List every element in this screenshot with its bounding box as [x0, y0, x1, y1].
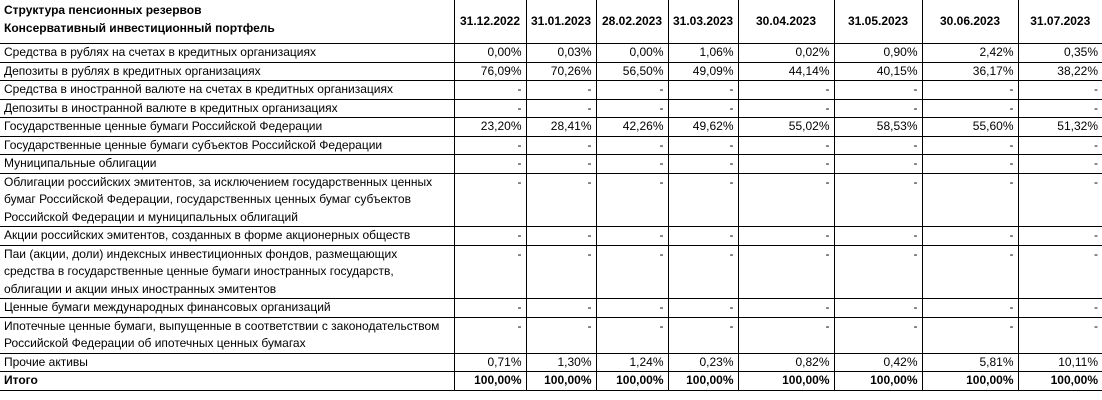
date-header: 31.07.2023: [1018, 0, 1102, 44]
value-cell: -: [454, 173, 526, 227]
row-label: Облигации российских эмитентов, за исключением государственных ценных бумаг Российской Федерации, государственных ценных бумаг субъектов Российской Федерации и муниципальных облигаций: [0, 173, 454, 227]
value-cell: 55,60%: [922, 118, 1018, 137]
total-row: [0, 372, 1102, 391]
value-cell: 0,00%: [454, 44, 526, 63]
value-cell: 1,30%: [526, 353, 596, 372]
date-header: 31.03.2023: [668, 0, 738, 44]
value-cell: 100,00%: [596, 372, 668, 391]
value-cell: -: [738, 136, 834, 155]
value-cell: 58,53%: [834, 118, 922, 137]
table-row: [0, 136, 1102, 155]
value-cell: -: [738, 245, 834, 299]
value-cell: -: [922, 173, 1018, 227]
value-cell: 100,00%: [1018, 372, 1102, 391]
row-label: Прочие активы: [0, 353, 454, 372]
value-cell: -: [596, 173, 668, 227]
value-cell: 49,09%: [668, 62, 738, 81]
value-cell: -: [596, 136, 668, 155]
date-header: 30.06.2023: [922, 0, 1018, 44]
value-cell: -: [834, 317, 922, 353]
table-row: [0, 299, 1102, 318]
value-cell: -: [738, 155, 834, 174]
value-cell: -: [596, 155, 668, 174]
date-header: 31.01.2023: [526, 0, 596, 44]
value-cell: -: [1018, 99, 1102, 118]
value-cell: -: [454, 317, 526, 353]
value-cell: 56,50%: [596, 62, 668, 81]
table-row: [0, 173, 1102, 227]
header-row: [0, 0, 1102, 44]
value-cell: 100,00%: [668, 372, 738, 391]
value-cell: -: [922, 227, 1018, 246]
value-cell: -: [526, 227, 596, 246]
table-row: [0, 62, 1102, 81]
value-cell: 100,00%: [738, 372, 834, 391]
date-header: 31.05.2023: [834, 0, 922, 44]
value-cell: 23,20%: [454, 118, 526, 137]
value-cell: 51,32%: [1018, 118, 1102, 137]
value-cell: -: [668, 173, 738, 227]
value-cell: -: [526, 245, 596, 299]
title-line-2: Консервативный инвестиционный портфель: [4, 21, 275, 35]
row-label: Ипотечные ценные бумаги, выпущенные в соответствии с законодательством Российской Федерации об ипотечных ценных бумагах: [0, 317, 454, 353]
value-cell: 0,82%: [738, 353, 834, 372]
table-row: [0, 317, 1102, 353]
value-cell: -: [668, 227, 738, 246]
row-label: Ценные бумаги международных финансовых организаций: [0, 299, 454, 318]
value-cell: -: [834, 245, 922, 299]
value-cell: 0,42%: [834, 353, 922, 372]
value-cell: 100,00%: [834, 372, 922, 391]
value-cell: 100,00%: [922, 372, 1018, 391]
value-cell: -: [454, 99, 526, 118]
value-cell: -: [738, 317, 834, 353]
row-label: Итого: [0, 372, 454, 391]
value-cell: 0,71%: [454, 353, 526, 372]
table-row: [0, 353, 1102, 372]
value-cell: 0,02%: [738, 44, 834, 63]
value-cell: -: [596, 245, 668, 299]
table-row: [0, 227, 1102, 246]
row-label: Паи (акции, доли) индексных инвестиционных фондов, размещающих средства в государственные ценные бумаги иностранных государств, облигации и акции иных иностранных эмитентов: [0, 245, 454, 299]
value-cell: 38,22%: [1018, 62, 1102, 81]
value-cell: -: [454, 81, 526, 100]
table-row: [0, 118, 1102, 137]
value-cell: -: [526, 81, 596, 100]
value-cell: 10,11%: [1018, 353, 1102, 372]
row-label: Депозиты в рублях в кредитных организациях: [0, 62, 454, 81]
value-cell: 28,41%: [526, 118, 596, 137]
value-cell: 1,06%: [668, 44, 738, 63]
value-cell: -: [526, 317, 596, 353]
value-cell: 70,26%: [526, 62, 596, 81]
row-label: Муниципальные облигации: [0, 155, 454, 174]
value-cell: 44,14%: [738, 62, 834, 81]
value-cell: -: [834, 99, 922, 118]
value-cell: 36,17%: [922, 62, 1018, 81]
value-cell: -: [596, 317, 668, 353]
value-cell: -: [668, 99, 738, 118]
value-cell: -: [526, 99, 596, 118]
value-cell: -: [526, 173, 596, 227]
date-header: 28.02.2023: [596, 0, 668, 44]
value-cell: -: [1018, 81, 1102, 100]
value-cell: 5,81%: [922, 353, 1018, 372]
value-cell: -: [668, 155, 738, 174]
row-label: Средства в иностранной валюте на счетах в кредитных организациях: [0, 81, 454, 100]
value-cell: 40,15%: [834, 62, 922, 81]
table-row: [0, 155, 1102, 174]
table-title: [0, 0, 454, 44]
value-cell: -: [922, 136, 1018, 155]
value-cell: -: [526, 155, 596, 174]
row-label: Депозиты в иностранной валюте в кредитных организациях: [0, 99, 454, 118]
value-cell: -: [834, 155, 922, 174]
value-cell: 0,23%: [668, 353, 738, 372]
value-cell: -: [834, 136, 922, 155]
value-cell: -: [596, 99, 668, 118]
value-cell: -: [1018, 173, 1102, 227]
value-cell: -: [834, 81, 922, 100]
table-row: [0, 99, 1102, 118]
value-cell: -: [1018, 299, 1102, 318]
value-cell: -: [668, 317, 738, 353]
value-cell: 100,00%: [526, 372, 596, 391]
value-cell: -: [668, 245, 738, 299]
value-cell: -: [834, 173, 922, 227]
value-cell: -: [738, 227, 834, 246]
value-cell: -: [922, 245, 1018, 299]
value-cell: -: [454, 155, 526, 174]
value-cell: -: [922, 299, 1018, 318]
value-cell: -: [668, 136, 738, 155]
row-label: Государственные ценные бумаги Российской Федерации: [0, 118, 454, 137]
table-row: [0, 81, 1102, 100]
value-cell: -: [738, 99, 834, 118]
value-cell: 76,09%: [454, 62, 526, 81]
value-cell: -: [738, 173, 834, 227]
table-row: [0, 245, 1102, 299]
row-label: Государственные ценные бумаги субъектов Российской Федерации: [0, 136, 454, 155]
value-cell: -: [834, 227, 922, 246]
value-cell: -: [1018, 136, 1102, 155]
value-cell: -: [454, 136, 526, 155]
value-cell: -: [454, 299, 526, 318]
value-cell: -: [1018, 245, 1102, 299]
value-cell: 1,24%: [596, 353, 668, 372]
value-cell: -: [1018, 227, 1102, 246]
date-header: 30.04.2023: [738, 0, 834, 44]
value-cell: -: [738, 299, 834, 318]
value-cell: -: [454, 245, 526, 299]
value-cell: 0,03%: [526, 44, 596, 63]
value-cell: -: [596, 227, 668, 246]
value-cell: -: [526, 299, 596, 318]
table-row: [0, 44, 1102, 63]
value-cell: 0,35%: [1018, 44, 1102, 63]
value-cell: -: [738, 81, 834, 100]
date-header: 31.12.2022: [454, 0, 526, 44]
value-cell: -: [454, 227, 526, 246]
value-cell: -: [834, 299, 922, 318]
value-cell: 42,26%: [596, 118, 668, 137]
value-cell: 55,02%: [738, 118, 834, 137]
title-line-1: Структура пенсионных резервов: [4, 3, 202, 17]
value-cell: 0,90%: [834, 44, 922, 63]
value-cell: -: [1018, 155, 1102, 174]
value-cell: -: [922, 317, 1018, 353]
value-cell: -: [922, 99, 1018, 118]
value-cell: -: [596, 81, 668, 100]
row-label: Акции российских эмитентов, созданных в форме акционерных обществ: [0, 227, 454, 246]
value-cell: 49,62%: [668, 118, 738, 137]
value-cell: 2,42%: [922, 44, 1018, 63]
value-cell: -: [526, 136, 596, 155]
value-cell: -: [668, 81, 738, 100]
value-cell: -: [596, 299, 668, 318]
row-label: Средства в рублях на счетах в кредитных организациях: [0, 44, 454, 63]
value-cell: -: [922, 155, 1018, 174]
value-cell: -: [1018, 317, 1102, 353]
value-cell: 0,00%: [596, 44, 668, 63]
value-cell: -: [922, 81, 1018, 100]
value-cell: 100,00%: [454, 372, 526, 391]
value-cell: -: [668, 299, 738, 318]
